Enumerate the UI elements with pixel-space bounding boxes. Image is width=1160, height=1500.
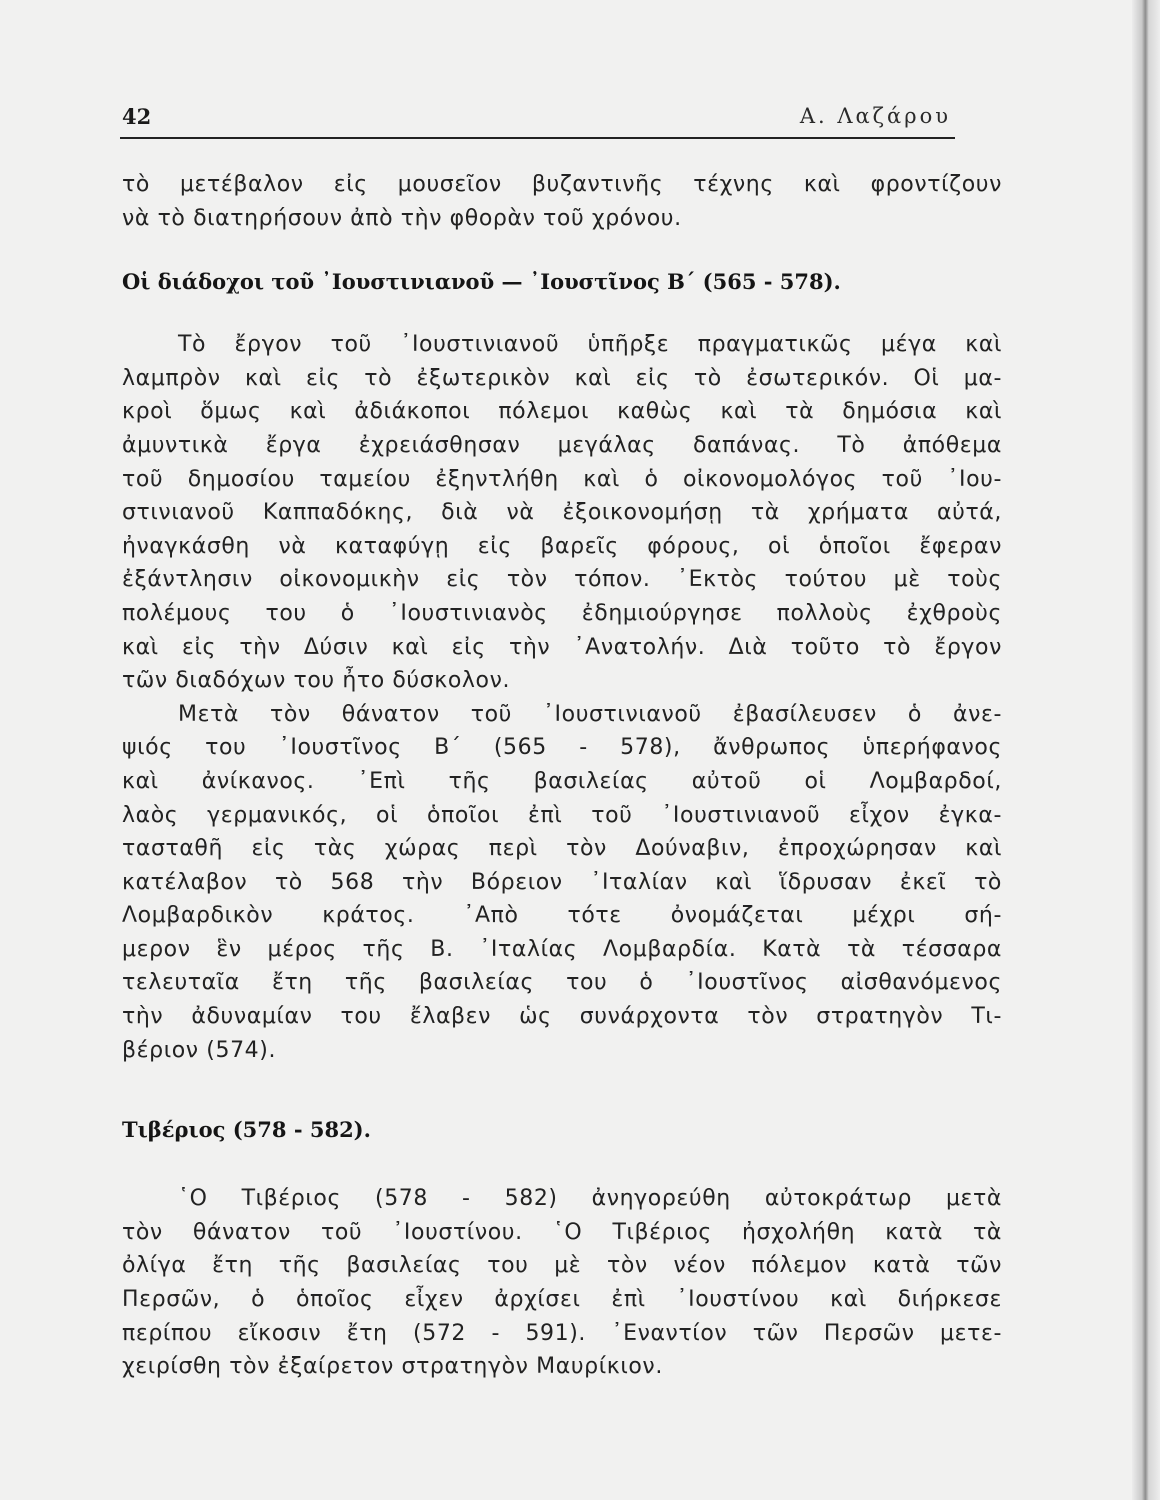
text-line: Λομβαρδικὸν κράτος. ᾿Απὸ τότε ὀνομάζεται μέχρι σή- [122,903,1002,929]
text-line: Περσῶν, ὁ ὁποῖος εἶχεν ἀρχίσει ἐπὶ ᾿Ιουστίνου καὶ διήρκεσε [122,1287,1002,1313]
paragraph-tiberius [122,1182,1002,1384]
text-line: κατέλαβον τὸ 568 τὴν Βόρειον ᾿Ιταλίαν καὶ ἵδρυσαν ἐκεῖ τὸ [122,869,1002,895]
text-line: χειρίσθη τὸν ἐξαίρετον στρατηγὸν Μαυρίκιον. [122,1354,663,1380]
text-line: τὸ μετέβαλον εἰς μουσεῖον βυζαντινῆς τέχνης καὶ φροντίζουν [122,172,1002,197]
text-line: τασταθῆ εἰς τὰς χώρας περὶ τὸν Δούναβιν, ἐπροχώρησαν καὶ [122,836,1002,862]
text-line: τοῦ δημοσίου ταμείου ἐξηντλήθη καὶ ὁ οἰκονομολόγος τοῦ ᾿Ιου- [122,466,1002,492]
text-line: περίπου εἴκοσιν ἔτη (572 - 591). ᾿Εναντίον τῶν Περσῶν μετε- [122,1320,1002,1346]
page-number: 42 [122,104,152,129]
paragraph-justinian-legacy [122,328,1002,698]
continuation-paragraph [122,168,1002,235]
text-line: νὰ τὸ διατηρήσουν ἀπὸ τὴν φθορὰν τοῦ χρόνου. [122,205,682,231]
paragraph-justin-ii [122,698,1002,1068]
text-line: πολέμους του ὁ ᾿Ιουστινιανὸς ἐδημιούργησε πολλοὺς ἐχθροὺς [122,600,1002,626]
text-line: Μετὰ τὸν θάνατον τοῦ ᾿Ιουστινιανοῦ ἐβασίλευσεν ὁ ἀνε- [178,701,1002,727]
text-line: στινιανοῦ Καππαδόκης, διὰ νὰ ἐξοικονομήσῃ τὰ χρήματα αὐτά, [122,500,1002,526]
text-line: τελευταῖα ἔτη τῆς βασιλείας του ὁ ᾿Ιουστῖνος αἰσθανόμενος [122,970,1002,996]
section-heading-tiberius: Τιβέριος (578 - 582). [122,1117,371,1143]
running-author: Α. Λαζάρου [799,104,951,128]
text-line: καὶ εἰς τὴν Δύσιν καὶ εἰς τὴν ᾿Ανατολήν. Διὰ τοῦτο τὸ ἔργον [122,634,1002,660]
text-line: τῶν διαδόχων του ἦτο δύσκολον. [122,668,511,694]
text-line: ὀλίγα ἔτη τῆς βασιλείας του μὲ τὸν νέον πόλεμον κατὰ τῶν [122,1253,1002,1279]
text-line: ψιός του ᾿Ιουστῖνος Β΄ (565 - 578), ἄνθρωπος ὑπερήφανος [122,735,1002,761]
text-line: ἀμυντικὰ ἔργα ἐχρειάσθησαν μεγάλας δαπάνας. Τὸ ἀπόθεμα [122,432,1002,458]
text-line: ἠναγκάσθη νὰ καταφύγῃ εἰς βαρεῖς φόρους, οἱ ὁποῖοι ἔφεραν [122,533,1002,559]
text-line: ῾Ο Τιβέριος (578 - 582) ἀνηγορεύθη αὐτοκράτωρ μετὰ [178,1186,1002,1212]
header-rule [120,137,955,139]
text-line: λαὸς γερμανικός, οἱ ὁποῖοι ἐπὶ τοῦ ᾿Ιουστινιανοῦ εἶχον ἐγκα- [122,802,1002,828]
text-line: βέριον (574). [122,1037,277,1063]
page-edge-shadow [1132,0,1160,1500]
text-line: μερον ἓν μέρος τῆς Β. ᾿Ιταλίας Λομβαρδία. Κατὰ τὰ τέσσαρα [122,936,1002,962]
section-heading-successors: Οἱ διάδοχοι τοῦ ᾿Ιουστινιανοῦ — ᾿Ιουστῖνος Β΄ (565 - 578). [122,269,841,295]
text-line: τὴν ἀδυναμίαν του ἔλαβεν ὡς συνάρχοντα τὸν στρατηγὸν Τι- [122,1004,1002,1030]
text-line: τὸν θάνατον τοῦ ᾿Ιουστίνου. ῾Ο Τιβέριος ἠσχολήθη κατὰ τὰ [122,1219,1002,1245]
text-line: λαμπρὸν καὶ εἰς τὸ ἐξωτερικὸν καὶ εἰς τὸ ἐσωτερικόν. Οἱ μα- [122,365,1002,391]
text-line: καὶ ἀνίκανος. ᾿Επὶ τῆς βασιλείας αὐτοῦ οἱ Λομβαρδοί, [122,768,1002,794]
text-line: κροὶ ὅμως καὶ ἀδιάκοποι πόλεμοι καθὼς καὶ τὰ δημόσια καὶ [122,399,1002,425]
page-body [122,168,1002,1384]
running-head [120,100,955,132]
text-line: ἐξάντλησιν οἰκονομικὴν εἰς τὸν τόπον. ᾿Εκτὸς τούτου μὲ τοὺς [122,567,1002,593]
text-line: Τὸ ἔργον τοῦ ᾿Ιουστινιανοῦ ὑπῆρξε πραγματικῶς μέγα καὶ [178,332,1002,358]
